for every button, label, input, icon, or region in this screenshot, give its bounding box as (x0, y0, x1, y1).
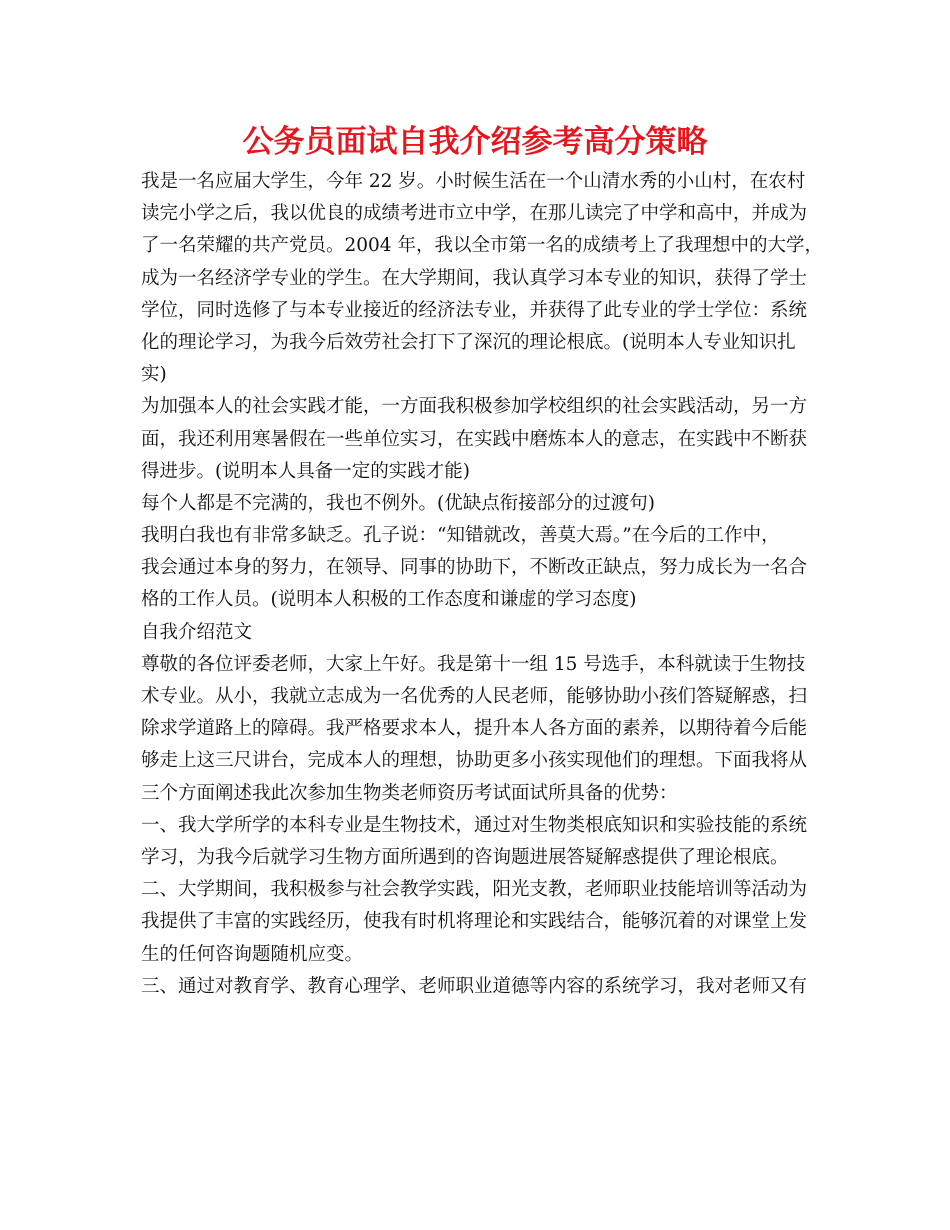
text-line: 除求学道路上的障碍。我严格要求本人，提升本人各方面的素养，以期待着今后能 (141, 718, 808, 740)
text-line: 尊敬的各位评委老师，大家上午好。我是第十一组 15 号选手，本科就读于生物技 (141, 653, 806, 675)
text-line: 学位，同时选修了与本专业接近的经济法专业，并获得了此专业的学士学位：系统 (141, 299, 808, 321)
text-line: 三、通过对教育学、教育心理学、老师职业道德等内容的系统学习，我对老师又有 (141, 975, 808, 997)
text-line: 学习，为我今后就学习生物方面所遇到的咨询题进展答疑解惑提供了理论根底。 (141, 846, 789, 868)
text-line: 得进步。(说明本人具备一定的实践才能) (141, 460, 470, 482)
text-line: 三个方面阐述我此次参加生物类老师资历考试面试所具备的优势： (141, 782, 678, 804)
text-line: 我明白我也有非常多缺乏。孔子说：“知错就改，善莫大焉。”在今后的工作中， (141, 525, 780, 547)
document-title: 公务员面试自我介绍参考高分策略 (242, 124, 708, 160)
text-line: 成为一名经济学专业的学生。在大学期间，我认真学习本专业的知识，获得了学士 (141, 267, 808, 289)
text-line: 化的理论学习，为我今后效劳社会打下了深沉的理论根底。(说明本人专业知识扎 (141, 331, 796, 353)
text-line: 够走上这三尺讲台，完成本人的理想，协助更多小孩实现他们的理想。下面我将从 (141, 750, 808, 772)
text-line: 生的任何咨询题随机应变。 (141, 943, 364, 965)
text-line: 二、大学期间，我积极参与社会教学实践，阳光支教，老师职业技能培训等活动为 (141, 879, 808, 901)
text-line: 我提供了丰富的实践经历，使我有时机将理论和实践结合，能够沉着的对课堂上发 (141, 911, 808, 933)
text-line: 一、我大学所学的本科专业是生物技术，通过对生物类根底知识和实验技能的系统 (141, 814, 808, 836)
text-line: 为加强本人的社会实践才能，一方面我积极参加学校组织的社会实践活动，另一方 (141, 396, 808, 418)
text-line: 面，我还利用寒暑假在一些单位实习，在实践中磨炼本人的意志，在实践中不断获 (141, 428, 808, 450)
text-line: 术专业。从小，我就立志成为一名优秀的人民老师，能够协助小孩们答疑解惑，扫 (141, 686, 808, 707)
text-line: 我是一名应届大学生，今年 22 岁。小时候生活在一个山清水秀的小山村，在农村 (141, 171, 806, 192)
text-line: 读完小学之后，我以优良的成绩考进市立中学，在那儿读完了中学和高中，并成为 (141, 203, 808, 225)
text-line: 实) (141, 364, 167, 386)
section-heading: 自我介绍范文 (141, 621, 253, 643)
text-line: 每个人都是不完满的，我也不例外。(优缺点衔接部分的过渡句) (141, 492, 655, 514)
text-line: 了一名荣耀的共产党员。2004 年，我以全市第一名的成绩考上了我理想中的大学， (141, 235, 823, 257)
document-body (141, 166, 821, 1003)
text-line: 我会通过本身的努力，在领导、同事的协助下，不断改正缺点，努力成长为一名合 (141, 557, 808, 579)
text-line: 格的工作人员。(说明本人积极的工作态度和谦虚的学习态度) (141, 589, 637, 611)
